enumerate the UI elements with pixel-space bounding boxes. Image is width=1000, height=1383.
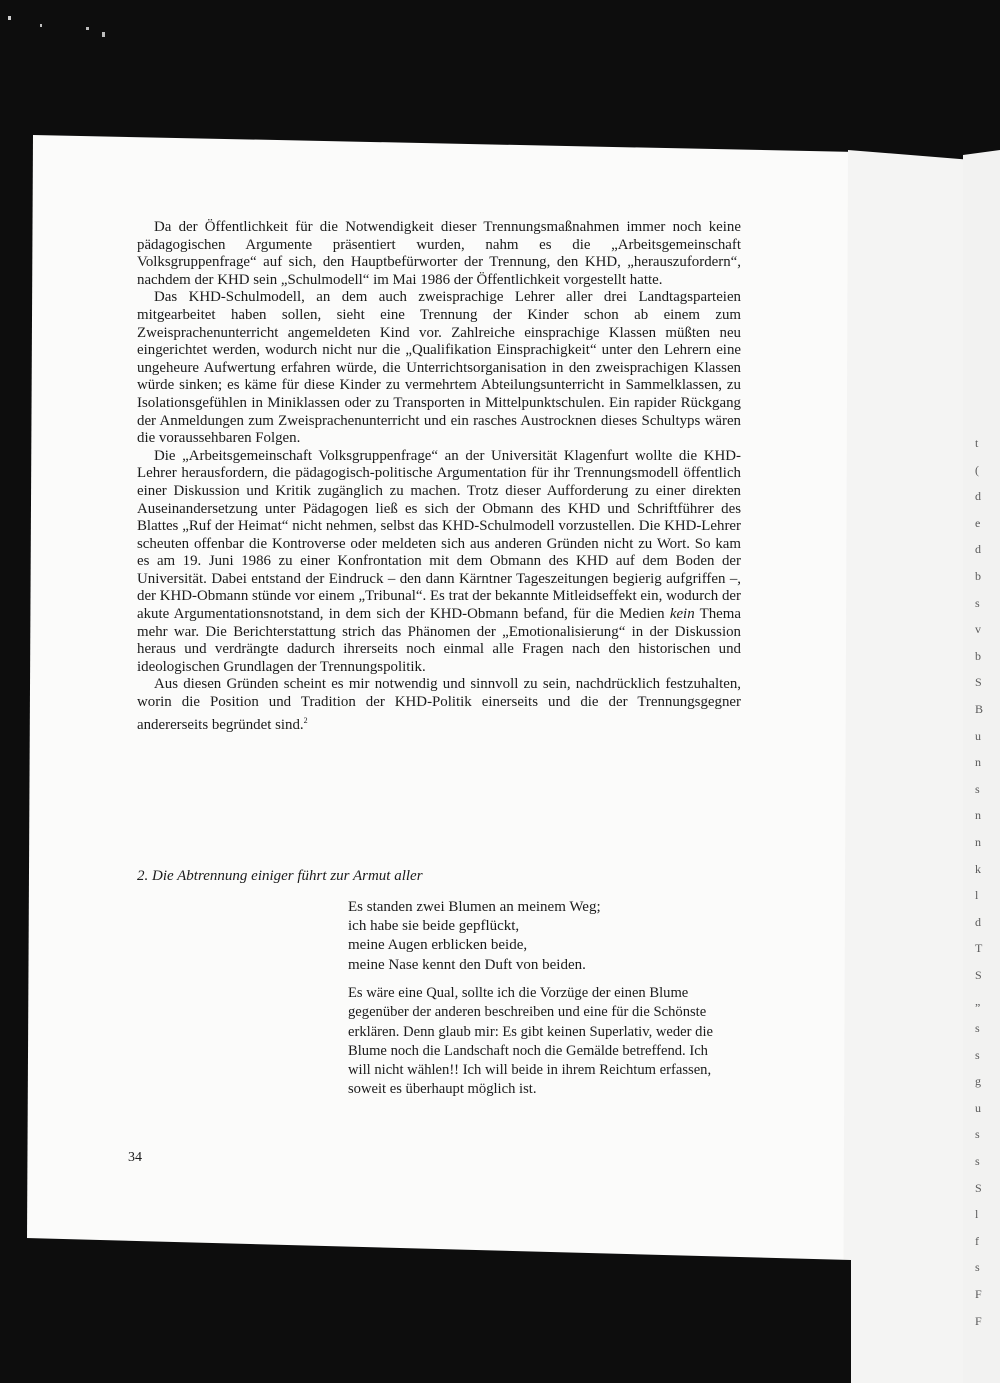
fragment: T — [975, 941, 983, 956]
fragment: e — [975, 515, 981, 530]
fragment: F — [975, 1313, 982, 1328]
fragment: g — [975, 1074, 981, 1089]
paragraph-3 — [137, 448, 741, 677]
fragment: s — [975, 595, 980, 610]
paragraph-3-start: Die „Arbeitsgemeinschaft Volksgruppenfrage“ an der Universität Klagenfurt wollte die KHD-Lehrer herausfordern, die pädagogisch-politische Argumentation für ihr Trennungsmodell öffentlich einer Diskussion und Kritik zugänglich zu machen. Trotz dieser Aufforderung zu einer direkten Auseinandersetzung unter Pädagogen ließ es sich der Obmann des KHD und Schriftführer des Blattes „Ruf der Heimat“ nicht nehmen, selbst das KHD-Schulmodell vorzustellen. Die KHD-Lehrer scheuten offenbar die Kontroverse oder meldeten sich aus anderen Gründen nicht zu Wort. So kam es am 19. Juni 1986 zu einer Konfrontation mit dem Obmann des KHD auf dem Boden der Universität. Dabei entstand der Eindruck – den dann Kärntner Tageszeitungen begierig aufgriffen –, der KHD-Obmann stünde vor einem „Tribunal“. Es trat der bekannte Mitleidseffekt ein, wodurch der akute Argumentationsnotstand, in dem sich der KHD-Obmann befand, für die Medien — [137, 447, 741, 623]
fragment: ( — [975, 462, 979, 477]
fragment: f — [975, 1233, 979, 1248]
fragment: S — [975, 1180, 982, 1195]
fragment: b — [975, 568, 981, 583]
fragment: S — [975, 967, 982, 982]
fragment: F — [975, 1287, 982, 1301]
fragment: d — [975, 542, 981, 557]
paragraph-3-end: Thema mehr war. Die Berichterstattung strich das Phänomen der „Emotionalisierung“ in der Diskussion heraus und verdrängte dadurch ihrerseits noch einmal alle Fragen nach den historischen und ideologischen Grundlagen der Trennungspolitik. — [137, 606, 741, 675]
fragment: s — [975, 1154, 980, 1169]
paragraph-1: Da der Öffentlichkeit für die Notwendigkeit dieser Trennungsmaßnahmen immer noch keine pädagogischen Argumente präsentiert wurden, nahm es die „Arbeitsgemeinschaft Volksgruppenfrage“ auf sich, den Hauptbefürworter der Trennung, den KHD, „herauszufordern“, nachdem der KHD sein „Schulmodell“ im Mai 1986 der Öffentlichkeit vorgestellt hatte. — [137, 219, 741, 288]
fragment: k — [975, 861, 981, 876]
fragment: v — [975, 622, 981, 637]
body-text — [137, 219, 741, 734]
fragment: s — [975, 1047, 980, 1062]
fragment: n — [975, 834, 981, 849]
fragment: n — [975, 755, 981, 770]
adjacent-page-fragments — [975, 430, 1000, 1334]
fragment: u — [975, 728, 981, 743]
fragment: t — [975, 436, 979, 450]
poem — [348, 898, 601, 975]
fragment: d — [975, 489, 981, 504]
footnote-marker: 2 — [303, 715, 308, 725]
fragment: „ — [975, 994, 981, 1009]
paragraph-4-text: Aus diesen Gründen scheint es mir notwendig und sinnvoll zu sein, nachdrücklich festzuhalten, worin die Position und Tradition der KHD-Politik einerseits und die der Trennungsgegner andererseits begründet sind. — [137, 676, 741, 733]
prose-quote: Es wäre eine Qual, sollte ich die Vorzüge der einen Blume gegenüber der anderen beschreiben und eine für die Schönste erklären. Denn glaub mir: Es gibt keinen Superlativ, weder die Blume noch die Landschaft noch die Gemälde betreffend. Ich will nicht wählen!! Ich will beide in ihrem Reichtum erfassen, soweit es überhaupt möglich ist. — [348, 985, 714, 1098]
fragment: s — [975, 1127, 980, 1142]
fragment: b — [975, 648, 981, 663]
fragment: d — [975, 914, 981, 929]
fragment: l — [975, 1207, 979, 1222]
fragment: l — [975, 888, 979, 903]
fragment: s — [975, 1021, 980, 1036]
paragraph-2: Das KHD-Schulmodell, an dem auch zweisprachige Lehrer aller drei Landtagsparteien mitgearbeitet haben sollen, sieht eine Trennung der Kinder schon ab einem zum Zweisprachenunterricht angemeldeten Kind vor. Zahlreiche einsprachige Klassen müßten neu eingerichtet werden, wodurch nicht nur die „Qualifikation Einsprachigkeit“ unter den Lehrern eine ungeheure Aufwertung erfahren würde, die Unterrichtsorganisation in den zweisprachigen Klassen würde sinken; es käme für diese Kinder zu vermehrtem Abteilungsunterricht in Sammelklassen, zu Isolationsgefühlen in Miniklassen oder zu Transporten in Mittelpunktschulen. Ein rapider Rückgang der Anmeldungen zum Zweisprachenunterricht und ein rasches Austrocknen dieses Schultyps wären die voraussehbaren Folgen. — [137, 289, 741, 447]
fragment: u — [975, 1100, 981, 1115]
fragment: n — [975, 808, 981, 823]
section-heading: 2. Die Abtrennung einiger führt zur Armut aller — [137, 868, 423, 884]
poem-line: ich habe sie beide gepflückt, — [348, 918, 520, 935]
fragment: B — [975, 701, 984, 716]
fragment: s — [975, 1260, 980, 1275]
fragment: s — [975, 781, 980, 796]
emphasis-kein: kein — [669, 606, 695, 623]
fragment: S — [975, 675, 982, 690]
paragraph-4 — [137, 676, 741, 734]
poem-line: meine Nase kennt den Duft von beiden. — [348, 956, 586, 973]
page-number: 34 — [128, 1150, 142, 1165]
poem-line: Es standen zwei Blumen an meinem Weg; — [348, 899, 601, 915]
poem-line: meine Augen erblicken beide, — [348, 937, 528, 954]
